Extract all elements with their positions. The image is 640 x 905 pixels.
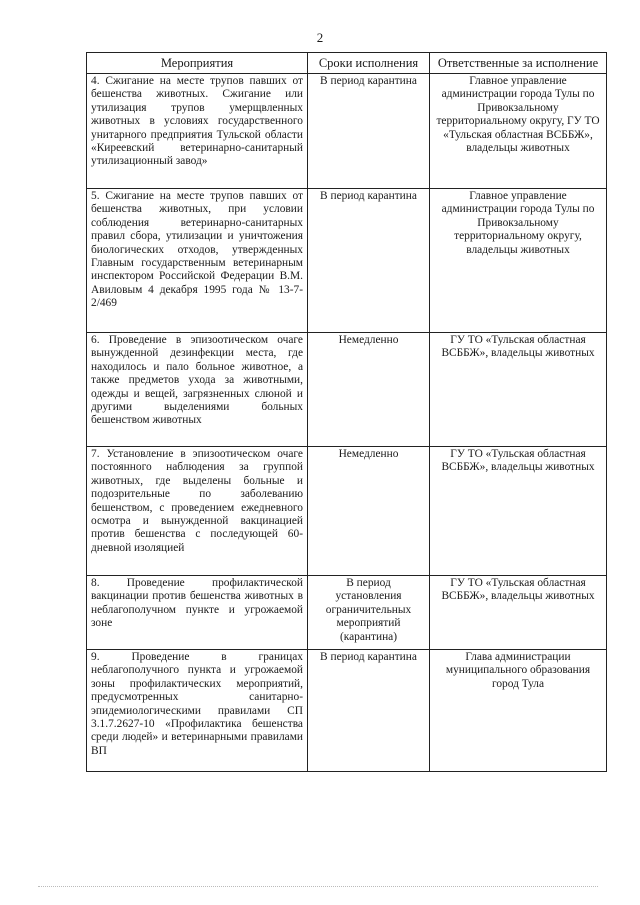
row-event: 5. Сжигание на месте трупов павших от бешенства животных, при условии соблюдения ветеринарно-санитарных правил сбора, утилизации и уничтожения биологических отходов, утвержденных Главным государственным ветеринарным инспектором Российской Федерации В.М. Авиловым 4 декабря 1995 года № 13-7-2/469	[87, 189, 308, 333]
table-row	[87, 74, 607, 189]
row-event: 4. Сжигание на месте трупов павших от бешенства животных. Сжигание или утилизация трупов умерщвленных животных в условиях государственного унитарного предприятия Тульской области «Киреевский ветеринарно-санитарный утилизационный завод»	[87, 74, 308, 189]
row-responsible: ГУ ТО «Тульская областная ВСББЖ», владельцы животных	[430, 576, 607, 650]
table-header-row	[87, 53, 607, 74]
row-responsible: Главное управление администрации города Тулы по Привокзальному территориальному округу, владельцы животных	[430, 189, 607, 333]
table-row	[87, 447, 607, 576]
row-term: Немедленно	[308, 447, 430, 576]
row-term: В период установления ограничительных мероприятий (карантина)	[308, 576, 430, 650]
row-event: 6. Проведение в эпизоотическом очаге вынужденной дезинфекции места, где находилось и пало больное животное, а также предметов ухода за животными, одежды и вещей, загрязненных слюной и другими выделениями больных бешенством животных	[87, 333, 308, 447]
row-event: 9. Проведение в границах неблагополучного пункта и угрожаемой зоны профилактических мероприятий, предусмотренных санитарно-эпидемиологическими правилами СП 3.1.7.2627-10 «Профилактика бешенства среди людей» и ветеринарными правилами ВП	[87, 650, 308, 772]
row-term: В период карантина	[308, 189, 430, 333]
header-responsible: Ответственные за исполнение	[430, 53, 607, 74]
scan-artifact-line	[38, 886, 598, 891]
page-number: 2	[316, 30, 324, 45]
table-row	[87, 576, 607, 650]
row-term: Немедленно	[308, 333, 430, 447]
row-event: 8. Проведение профилактической вакцинации против бешенства животных в неблагополучном пункте и угрожаемой зоне	[87, 576, 308, 650]
measures-table	[86, 52, 607, 772]
row-term: В период карантина	[308, 650, 430, 772]
row-event: 7. Установление в эпизоотическом очаге постоянного наблюдения за группой животных, где выделены больные и подозрительные по заболеванию бешенством, с проведением ежедневного осмотра и вынужденной вакцинацией против бешенства с последующей 60-дневной изоляцией	[87, 447, 308, 576]
row-responsible: ГУ ТО «Тульская областная ВСББЖ», владельцы животных	[430, 333, 607, 447]
table-row	[87, 189, 607, 333]
row-term: В период карантина	[308, 74, 430, 189]
table-row	[87, 333, 607, 447]
table-row	[87, 650, 607, 772]
row-responsible: Глава администрации муниципального образования город Тула	[430, 650, 607, 772]
header-measures: Мероприятия	[87, 53, 308, 74]
header-terms: Сроки исполнения	[308, 53, 430, 74]
row-responsible: ГУ ТО «Тульская областная ВСББЖ», владельцы животных	[430, 447, 607, 576]
row-responsible: Главное управление администрации города Тулы по Привокзальному территориальному округу, ГУ ТО «Тульская областная ВСББЖ», владельцы животных	[430, 74, 607, 189]
